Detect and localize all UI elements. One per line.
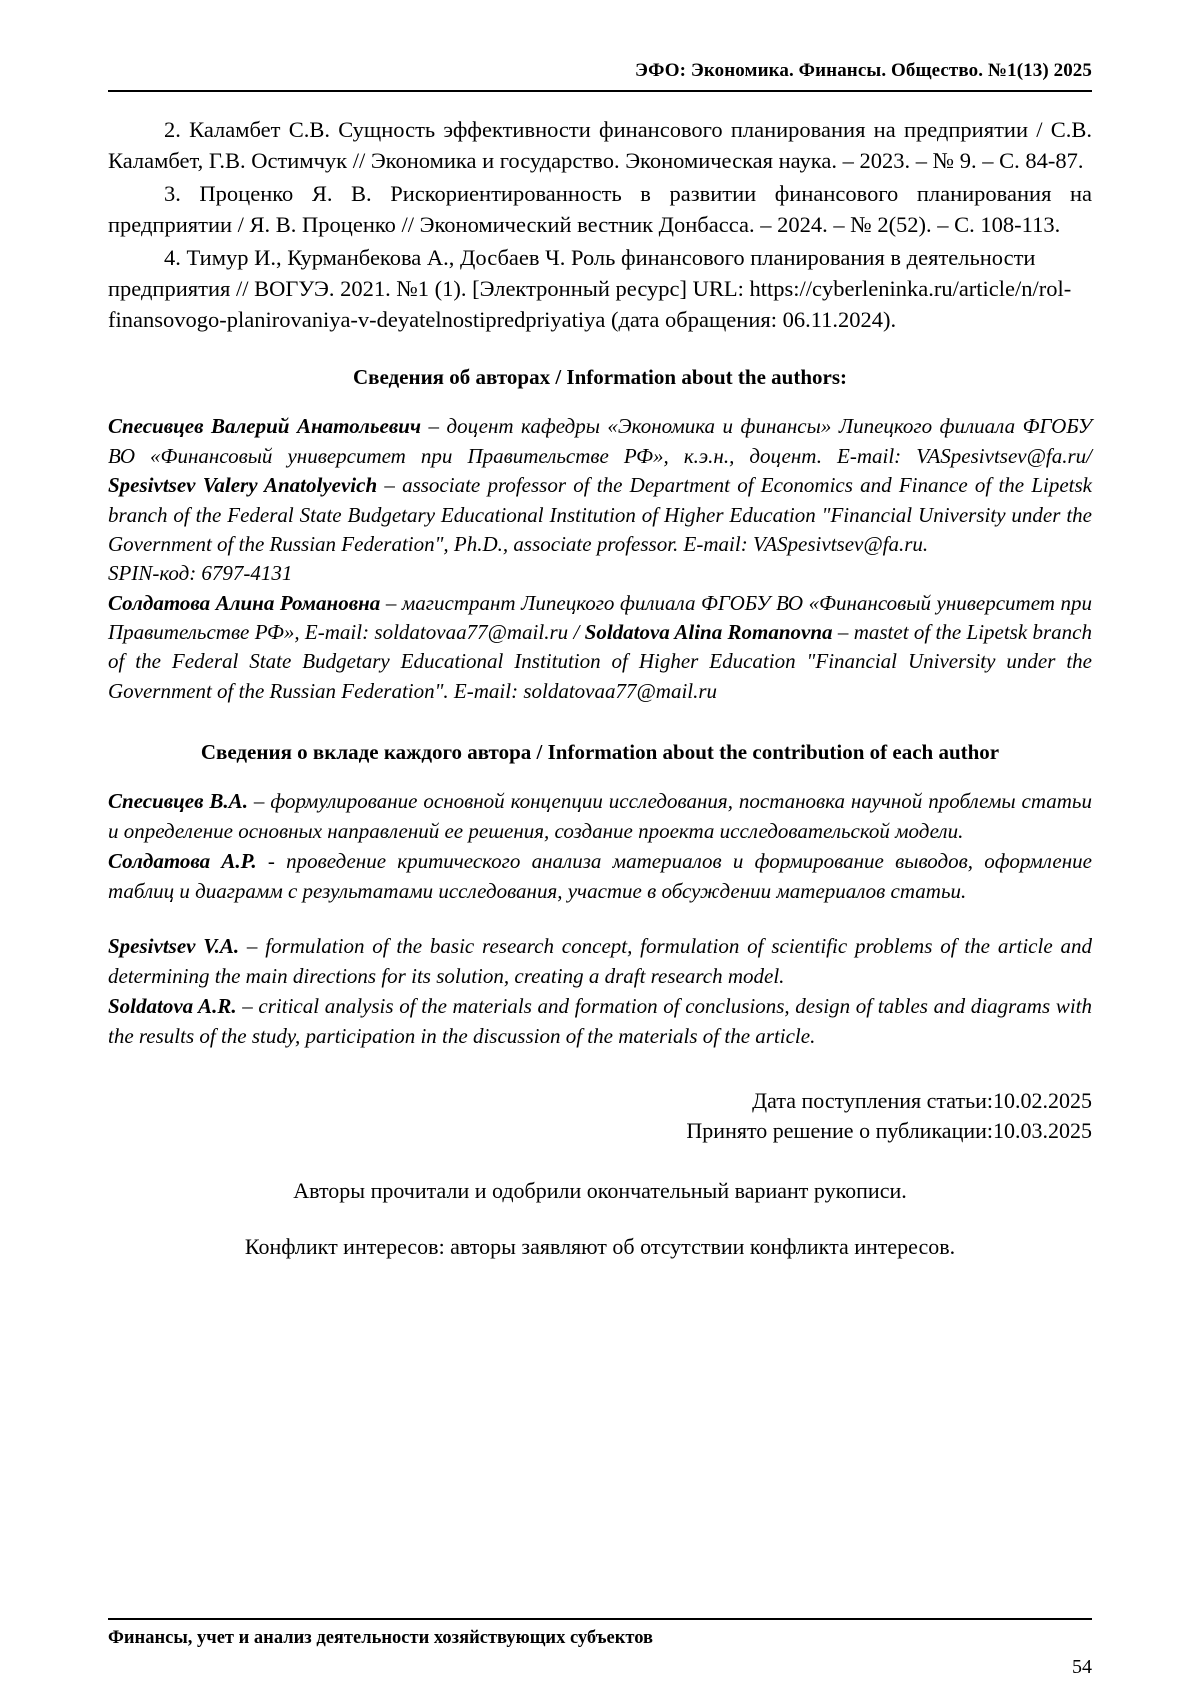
approval-note: Авторы прочитали и одобрили окончательный вариант рукописи. <box>293 1177 907 1203</box>
author-info-1 <box>108 412 1092 559</box>
authors-section-heading: Сведения об авторах / Information about the authors: <box>352 365 848 390</box>
reference-item: 4. Тимур И., Курманбекова А., Досбаев Ч. Роль финансового планирования в деятельности предприятия // ВОГУЭ. 2021. №1 (1). [Электронный ресурс] URL: https://cyberleninka.ru/article/n/rol-finansovogo-planirovaniya-v-deyatelnostipredpriyatiya (дата обращения: 06.11.2024). <box>108 245 1072 333</box>
contribution-item-4 <box>108 992 1092 1052</box>
author-1-text-en: – associate professor of the Department of Economics and Finance of the Lipetsk branch of the Federal State Budgetary Educational Institution of Higher Education "Financial University under the Government of the Russian Federation", Ph.D., associate professor. E-mail: VASpesivtsev@fa.ru. <box>108 473 1092 556</box>
contribution-1-name: Спесивцев В.А. <box>108 789 248 814</box>
page-number: 54 <box>1072 1656 1092 1678</box>
reference-item: 3. Проценко Я. В. Рискориентированность в развитии финансового планирования на предприятии / Я. В. Проценко // Экономический вестник Донбасса. – 2024. – № 2(52). – С. 108-113. <box>108 181 1092 238</box>
author-1-text-ru: – доцент кафедры «Экономика и финансы» Липецкого филиала ФГОБУ ВО «Финансовый университет при Правительстве РФ», к.э.н., доцент. E-mail: VASpesivtsev@fa.ru/ <box>108 414 1093 468</box>
author-1-name-ru: Спесивцев Валерий Анатольевич <box>108 414 421 439</box>
contribution-1-text: – формулирование основной концепции исследования, постановка научной проблемы статьи и определение основных направлений ее решения, создание проекта исследовательской модели. <box>108 789 1092 844</box>
author-1-spin-code: SPIN-код: 6797-4131 <box>108 561 293 586</box>
contribution-item-2 <box>108 847 1092 907</box>
contribution-2-text: - проведение критического анализа материалов и формирование выводов, оформление таблиц и диаграмм с результатами исследования, участие в обсуждении материалов статьи. <box>108 848 1092 903</box>
contribution-4-name: Soldatova A.R. <box>108 994 237 1019</box>
contribution-3-text: – formulation of the basic research concept, formulation of scientific problems of the article and determining the main directions for its solution, creating a draft research model. <box>108 934 1092 989</box>
spacer <box>108 906 1092 932</box>
author-2-name-en: Soldatova Alina Romanovna <box>584 620 833 645</box>
contribution-item-3 <box>108 932 1092 992</box>
author-2-text-ru: – магистрант Липецкого филиала ФГОБУ ВО «Финансовый университет при Правительстве РФ», E-mail: soldatovaa77@mail.ru / <box>108 590 1092 645</box>
author-info-2 <box>108 589 1092 707</box>
conflict-of-interest-note: Конфликт интересов: авторы заявляют об отсутствии конфликта интересов. <box>244 1233 956 1259</box>
author-1-name-en: Spesivtsev Valery Anatolyevich <box>108 473 378 498</box>
author-2-name-ru: Солдатова Алина Романовна <box>108 590 381 615</box>
running-head: ЭФО: Экономика. Финансы. Общество. №1(13) 2025 <box>634 60 1092 81</box>
contribution-3-name: Spesivtsev V.A. <box>108 934 240 959</box>
footer-section-title: Финансы, учет и анализ деятельности хозяйствующих субъектов <box>108 1628 654 1648</box>
footer-divider <box>108 1618 1092 1620</box>
contribution-2-name: Солдатова А.Р. <box>108 848 257 873</box>
contribution-item-1 <box>108 787 1092 847</box>
contribution-4-text: – critical analysis of the materials and formation of conclusions, design of tables and diagrams with the results of the study, participation in the discussion of the materials of the article. <box>108 994 1092 1048</box>
date-accepted: Принято решение о публикации:10.03.2025 <box>686 1117 1092 1143</box>
page-footer <box>108 1618 1092 1649</box>
contribution-section-heading: Сведения о вкладе каждого автора / Information about the contribution of each author <box>200 740 1000 765</box>
submission-dates <box>108 1086 1092 1146</box>
date-received: Дата поступления статьи:10.02.2025 <box>752 1087 1092 1113</box>
author-2-text-en: – mastet of the Lipetsk branch of the Federal State Budgetary Educational Institution of Higher Education "Financial University under the Government of the Russian Federation". E-mail: soldatovaa77@mail.ru <box>108 620 1092 703</box>
reference-item: 2. Каламбет С.В. Сущность эффективности финансового планирования на предприятии / С.В. Каламбет, Г.В. Остимчук // Экономика и государство. Экономическая наука. – 2023. – № 9. – С. 84-87. <box>108 117 1092 174</box>
header-divider <box>108 90 1092 92</box>
